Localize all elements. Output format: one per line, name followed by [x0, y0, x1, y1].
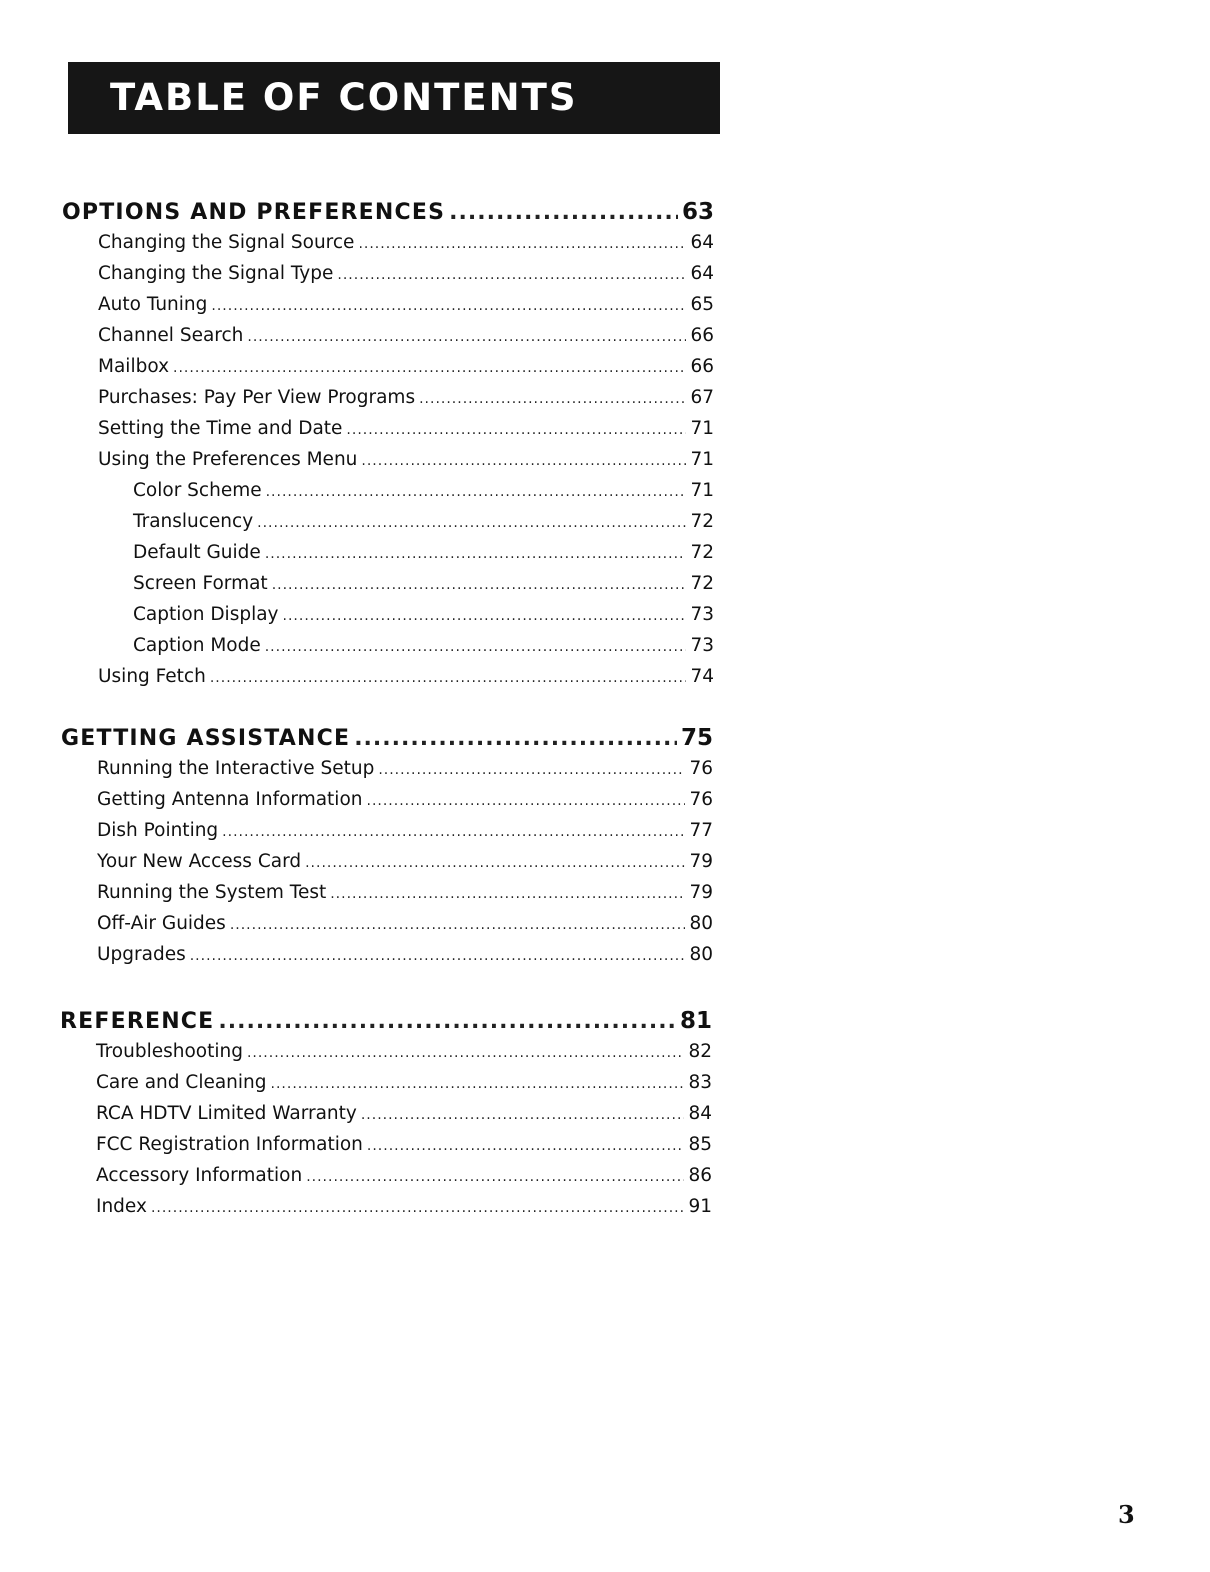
toc-entry-label: Caption Display: [133, 604, 279, 625]
toc-entry-label: Changing the Signal Type: [98, 263, 334, 284]
section-heading[interactable]: [62, 199, 714, 232]
toc-entry-label: Getting Antenna Information: [97, 789, 363, 810]
toc-entry-page: 66: [690, 356, 714, 377]
toc-entry-page: 64: [690, 263, 714, 284]
toc-entry[interactable]: [62, 666, 714, 697]
dot-leader: [367, 1138, 685, 1154]
dot-leader: [306, 1169, 684, 1185]
dot-leader: [272, 577, 687, 593]
toc-entry[interactable]: [60, 1041, 712, 1072]
toc-entry-label: Running the Interactive Setup: [97, 758, 375, 779]
dot-leader: [367, 793, 686, 809]
toc-entry-label: Setting the Time and Date: [98, 418, 343, 439]
toc-entry-label: Purchases: Pay Per View Programs: [98, 387, 416, 408]
dot-leader: [271, 1076, 685, 1092]
toc-entry-label: Screen Format: [133, 573, 268, 594]
dot-leader: [346, 422, 686, 438]
toc-entry-label: Changing the Signal Source: [98, 232, 355, 253]
toc-entry[interactable]: [60, 1165, 712, 1196]
toc-entry[interactable]: [62, 418, 714, 449]
dot-leader: [151, 1200, 685, 1216]
dot-leader: [378, 762, 685, 778]
toc-entry[interactable]: [60, 1134, 712, 1165]
toc-entry[interactable]: [62, 356, 714, 387]
toc-entry[interactable]: [61, 789, 713, 820]
toc-entry-label: Off-Air Guides: [97, 913, 226, 934]
dot-leader: [283, 608, 687, 624]
toc-entry-page: 83: [688, 1072, 712, 1093]
toc-entry-label: FCC Registration Information: [96, 1134, 363, 1155]
toc-entry-label: Default Guide: [133, 542, 261, 563]
toc-entry[interactable]: [61, 758, 713, 789]
toc-entry[interactable]: [61, 820, 713, 851]
toc-entry[interactable]: [62, 294, 714, 325]
toc-entry[interactable]: [61, 944, 713, 975]
toc-entry-page: 67: [690, 387, 714, 408]
toc-subentry[interactable]: [62, 511, 714, 542]
toc-entry-page: 76: [689, 758, 713, 779]
dot-leader: [358, 236, 686, 252]
toc-entry-page: 91: [688, 1196, 712, 1217]
dot-leader: [337, 267, 686, 283]
toc-entry-label: Accessory Information: [96, 1165, 303, 1186]
dot-leader: [361, 453, 686, 469]
toc-entry-page: 80: [689, 913, 713, 934]
dot-leader: [449, 200, 678, 225]
dot-leader: [419, 391, 686, 407]
toc-entry[interactable]: [62, 387, 714, 418]
toc-entry[interactable]: [61, 851, 713, 882]
toc-subentry[interactable]: [62, 604, 714, 635]
section-heading[interactable]: [61, 725, 713, 758]
toc-entry-page: 85: [688, 1134, 712, 1155]
dot-leader: [247, 329, 686, 345]
toc-entry-page: 71: [690, 480, 714, 501]
toc-entry-page: 72: [690, 542, 714, 563]
dot-leader: [257, 515, 686, 531]
toc-entry[interactable]: [60, 1072, 712, 1103]
toc-entry-page: 71: [690, 418, 714, 439]
section-getting-assistance: [61, 725, 713, 975]
section-reference: [60, 1008, 712, 1227]
toc-entry-label: Mailbox: [98, 356, 170, 377]
toc-entry-label: Color Scheme: [133, 480, 262, 501]
toc-entry[interactable]: [60, 1103, 712, 1134]
toc-entry-page: 80: [689, 944, 713, 965]
toc-entry[interactable]: [61, 913, 713, 944]
dot-leader: [266, 484, 687, 500]
page-number: 3: [1118, 1500, 1135, 1529]
section-options-and-preferences: [62, 199, 714, 697]
toc-entry[interactable]: [62, 232, 714, 263]
dot-leader: [230, 917, 686, 933]
toc-entry[interactable]: [61, 882, 713, 913]
dot-leader: [211, 298, 686, 314]
dot-leader: [265, 546, 687, 562]
toc-entry-label: Using the Preferences Menu: [98, 449, 358, 470]
dot-leader: [210, 670, 687, 686]
page-title: TABLE OF CONTENTS: [68, 62, 720, 134]
toc-entry-page: 79: [689, 851, 713, 872]
toc-entry[interactable]: [62, 325, 714, 356]
toc-subentry[interactable]: [62, 573, 714, 604]
toc-entry-page: 66: [690, 325, 714, 346]
section-page-number: 75: [680, 725, 713, 751]
dot-leader: [173, 360, 686, 376]
toc-entry-page: 82: [688, 1041, 712, 1062]
toc-entry-label: Running the System Test: [97, 882, 327, 903]
section-title: REFERENCE: [60, 1009, 215, 1034]
dot-leader: [354, 726, 677, 751]
toc-entry-label: Using Fetch: [98, 666, 206, 687]
toc-entry-page: 64: [690, 232, 714, 253]
dot-leader: [265, 639, 687, 655]
toc-entry-label: Caption Mode: [133, 635, 261, 656]
toc-entry-page: 73: [690, 635, 714, 656]
toc-entry-page: 73: [690, 604, 714, 625]
toc-entry-page: 77: [689, 820, 713, 841]
section-heading[interactable]: [60, 1008, 712, 1041]
toc-entry-page: 65: [690, 294, 714, 315]
section-title: OPTIONS AND PREFERENCES: [62, 200, 446, 225]
dot-leader: [330, 886, 685, 902]
toc-subentry[interactable]: [62, 480, 714, 511]
section-page-number: 81: [679, 1008, 712, 1034]
toc-entry-label: Channel Search: [98, 325, 244, 346]
toc-entry-label: Your New Access Card: [97, 851, 302, 872]
toc-entry[interactable]: [62, 449, 714, 480]
toc-entry-page: 86: [688, 1165, 712, 1186]
toc-entry[interactable]: [60, 1196, 712, 1227]
toc-entry-page: 84: [688, 1103, 712, 1124]
toc-entry-page: 71: [690, 449, 714, 470]
toc-entry-label: Troubleshooting: [96, 1041, 243, 1062]
toc-entry-page: 79: [689, 882, 713, 903]
toc-entry-label: Auto Tuning: [98, 294, 208, 315]
toc-entry-label: Care and Cleaning: [96, 1072, 267, 1093]
toc-entry-page: 72: [690, 511, 714, 532]
section-title: GETTING ASSISTANCE: [61, 726, 351, 751]
toc-entry[interactable]: [62, 263, 714, 294]
toc-entry-label: Index: [96, 1196, 147, 1217]
toc-entry-label: RCA HDTV Limited Warranty: [96, 1103, 357, 1124]
dot-leader: [222, 824, 685, 840]
section-page-number: 63: [681, 199, 714, 225]
toc-entry-page: 72: [690, 573, 714, 594]
toc-subentry[interactable]: [62, 635, 714, 666]
dot-leader: [190, 948, 686, 964]
dot-leader: [247, 1045, 685, 1061]
toc-subentry[interactable]: [62, 542, 714, 573]
dot-leader: [361, 1107, 685, 1123]
toc-entry-label: Translucency: [133, 511, 254, 532]
toc-entry-page: 74: [690, 666, 714, 687]
dot-leader: [305, 855, 685, 871]
toc-entry-label: Dish Pointing: [97, 820, 219, 841]
dot-leader: [218, 1009, 676, 1034]
toc-entry-page: 76: [689, 789, 713, 810]
toc-entry-label: Upgrades: [97, 944, 186, 965]
